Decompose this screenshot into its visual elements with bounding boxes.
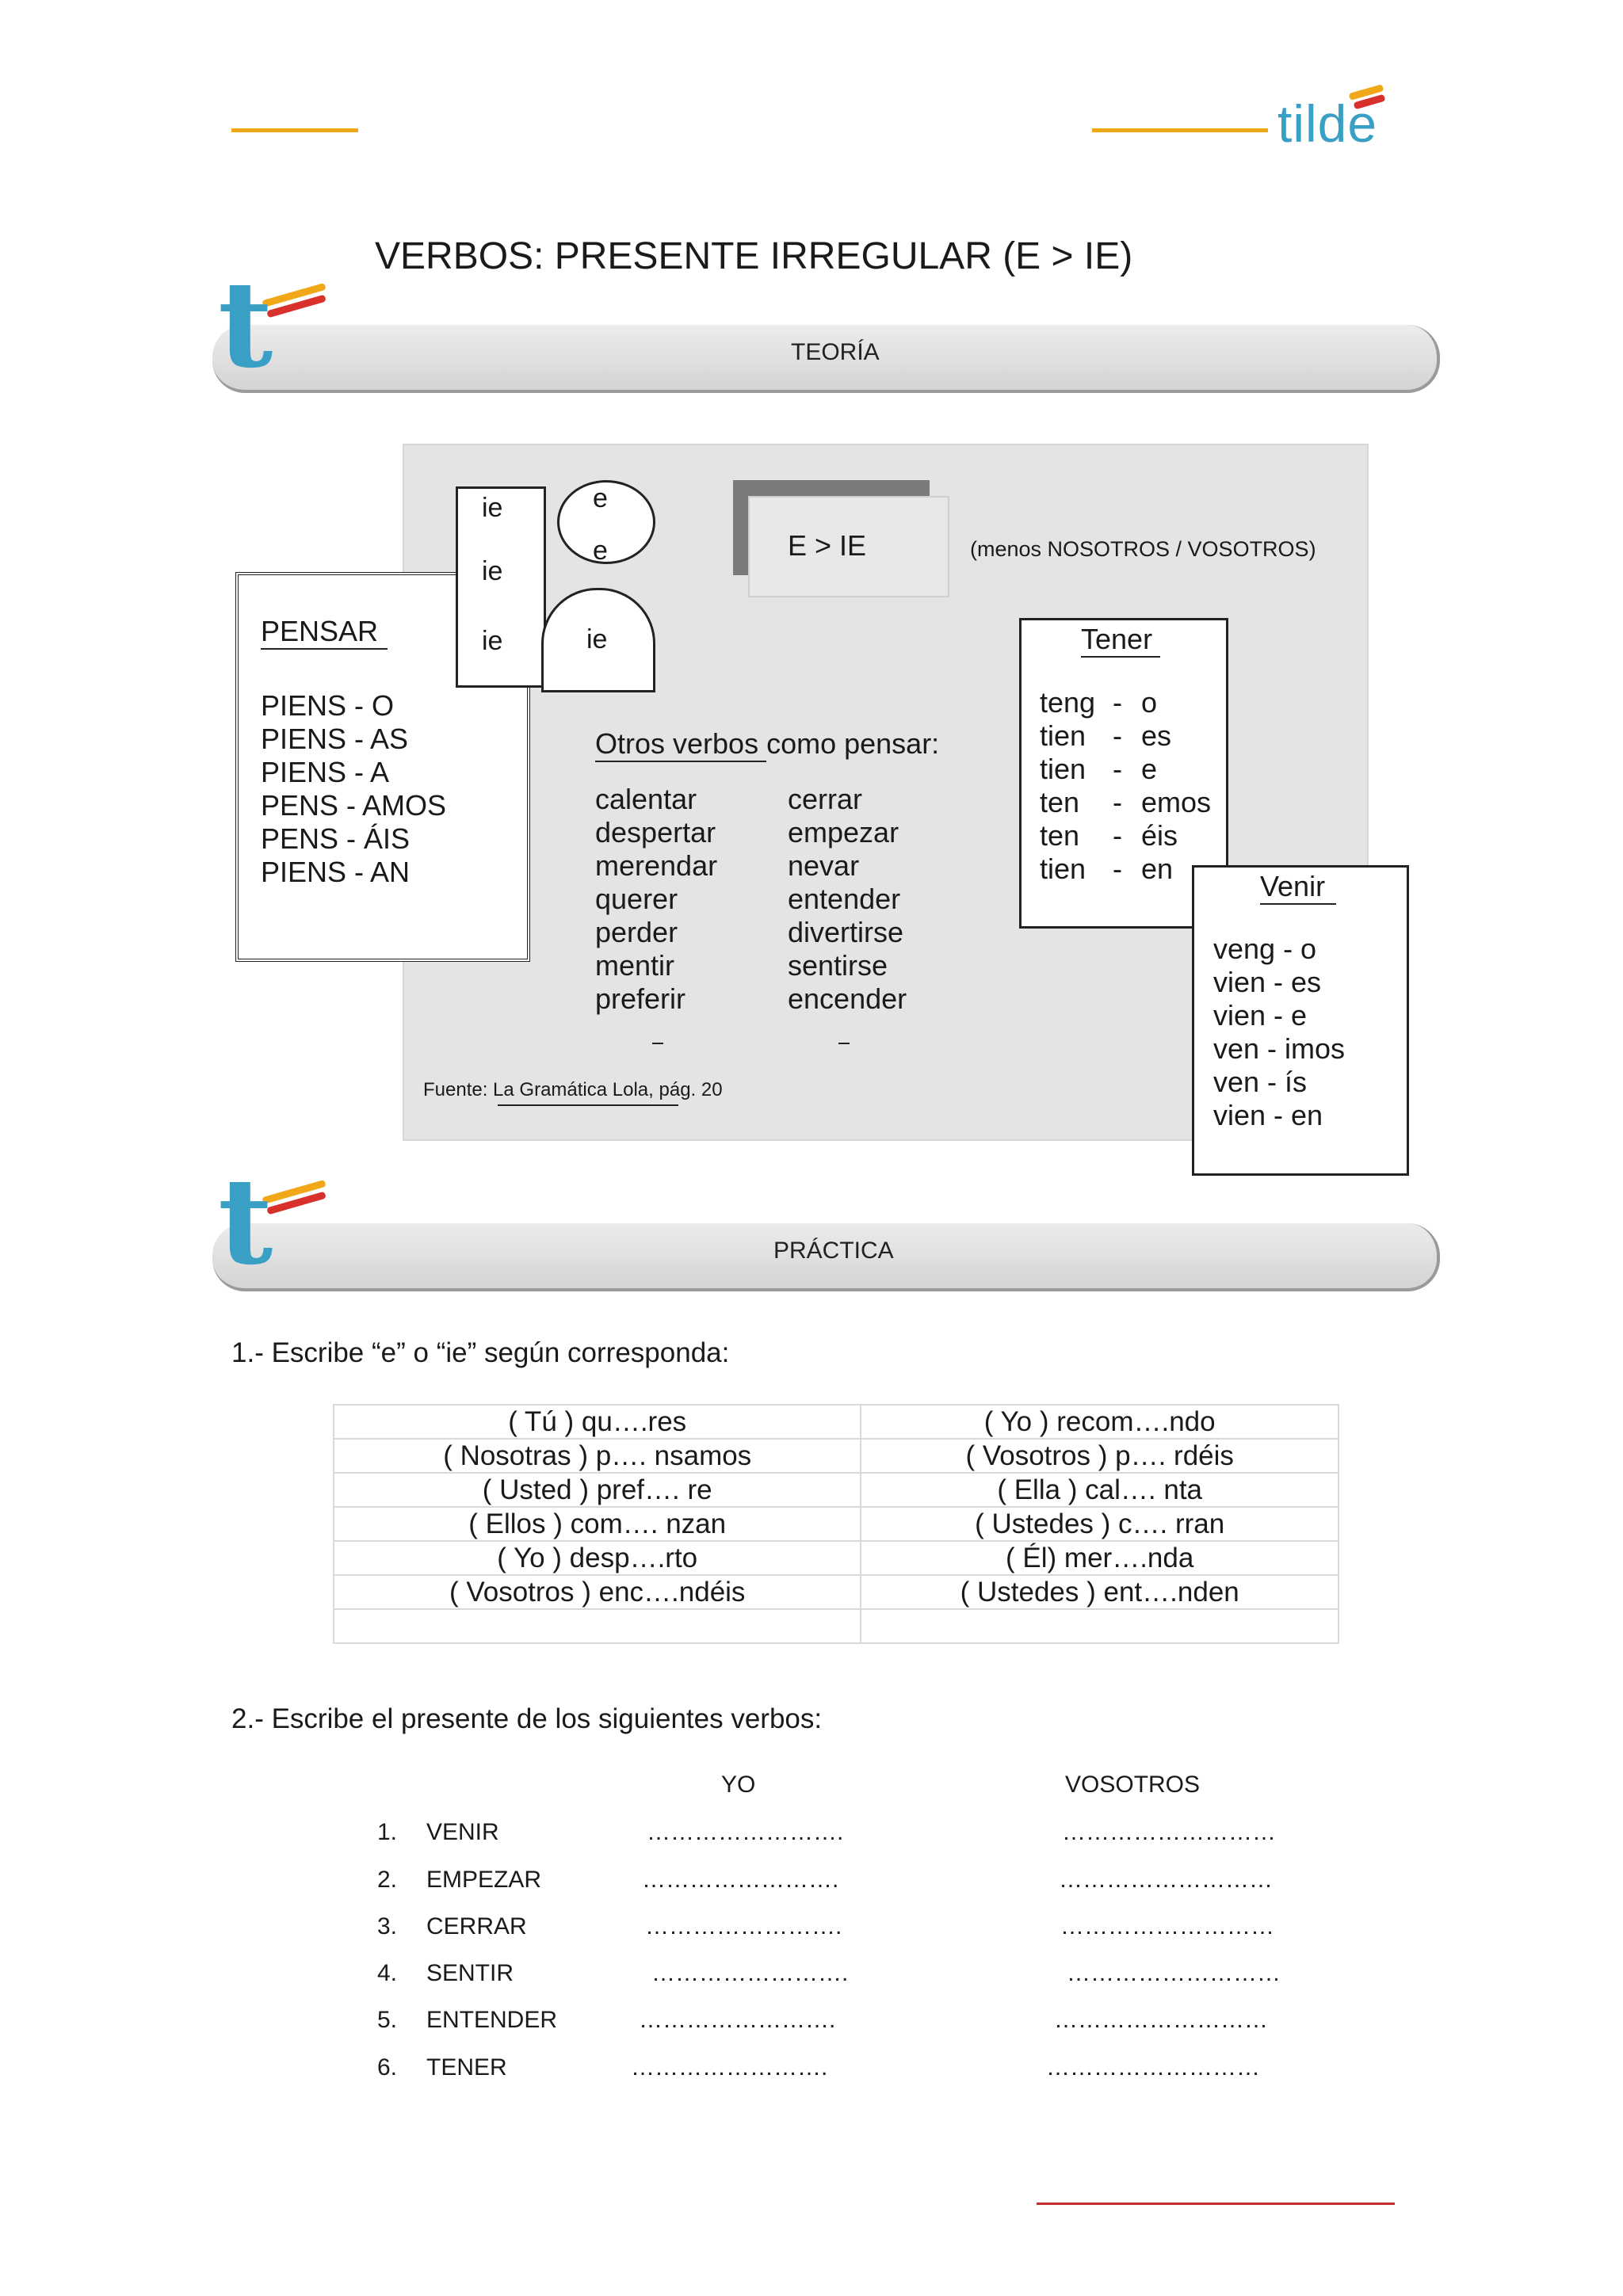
venir-title: Venir [1260, 870, 1326, 902]
exercise1-table [333, 1404, 1339, 1644]
answer-vosotros[interactable]: ……………………… [1054, 2007, 1268, 2033]
answer-vosotros[interactable]: ……………………… [1060, 1913, 1274, 1939]
venir-forms: veng - o vien - es vien - e ven - imos ven - ís vien - en [1213, 933, 1346, 1131]
answer-yo[interactable]: ……………………. [647, 1819, 844, 1845]
other-verbs-col2: cerrar empezar nevar entender divertirse sentirse encender [788, 783, 907, 1015]
answer-yo[interactable]: ……………………. [639, 2007, 836, 2033]
theory-band-label: TEORÍA [791, 339, 880, 365]
col-header-yo: YO [721, 1772, 756, 1798]
table-row [334, 1609, 1338, 1643]
footer-rule [1037, 2203, 1395, 2205]
table-row: ( Usted ) pref…. re ( Ella ) cal…. nta [334, 1473, 1338, 1507]
table-row: ( Yo ) desp….rto ( Él) mer….nda [334, 1541, 1338, 1575]
rule-text: E > IE [788, 529, 867, 562]
other-verbs-heading: Otros verbos como pensar: [595, 727, 940, 760]
header-left-rule [231, 128, 358, 132]
other-verbs-col1: calentar despertar merendar querer perder mentir preferir [595, 783, 718, 1015]
exercise2-instruction: 2.- Escribe el presente de los siguientes verbos: [231, 1703, 823, 1734]
answer-yo[interactable]: ……………………. [642, 1867, 839, 1893]
table-row: ( Tú ) qu….res ( Yo ) recom….ndo [334, 1405, 1338, 1439]
answer-yo[interactable]: ……………………. [631, 2054, 828, 2081]
brand-wordmark: tilde [1277, 94, 1378, 153]
answer-yo[interactable]: ……………………. [645, 1913, 842, 1939]
header-right-rule [1092, 128, 1268, 132]
source-note: Fuente: La Gramática Lola, pág. 20 [423, 1079, 723, 1100]
answer-vosotros[interactable]: ……………………… [1046, 2054, 1260, 2081]
table-row: ( Vosotros ) enc….ndéis ( Ustedes ) ent….nden [334, 1575, 1338, 1609]
answer-vosotros[interactable]: ……………………… [1059, 1867, 1273, 1893]
table-row: ( Ellos ) com…. nzan ( Ustedes ) c…. rran [334, 1507, 1338, 1541]
rule-note: (menos NOSOTROS / VOSOTROS) [970, 537, 1316, 561]
pensar-title: PENSAR [261, 615, 379, 647]
exercise1-instruction: 1.- Escribe “e” o “ie” según corresponda: [231, 1337, 730, 1368]
col-header-vosotros: VOSOTROS [1065, 1772, 1201, 1798]
table-row: ( Nosotras ) p…. nsamos ( Vosotros ) p…. rdéis [334, 1439, 1338, 1473]
answer-vosotros[interactable]: ……………………… [1067, 1960, 1281, 1986]
page-title: VERBOS: PRESENTE IRREGULAR (E > IE) [375, 235, 1133, 277]
tener-title: Tener [1081, 623, 1153, 655]
pensar-forms: PIENS - O PIENS - AS PIENS - A PENS - AMOS PENS - ÁIS PIENS - AN [261, 689, 447, 888]
answer-vosotros[interactable]: ……………………… [1062, 1819, 1276, 1845]
answer-yo[interactable]: ……………………. [651, 1960, 849, 1986]
practice-band-label: PRÁCTICA [773, 1238, 894, 1264]
